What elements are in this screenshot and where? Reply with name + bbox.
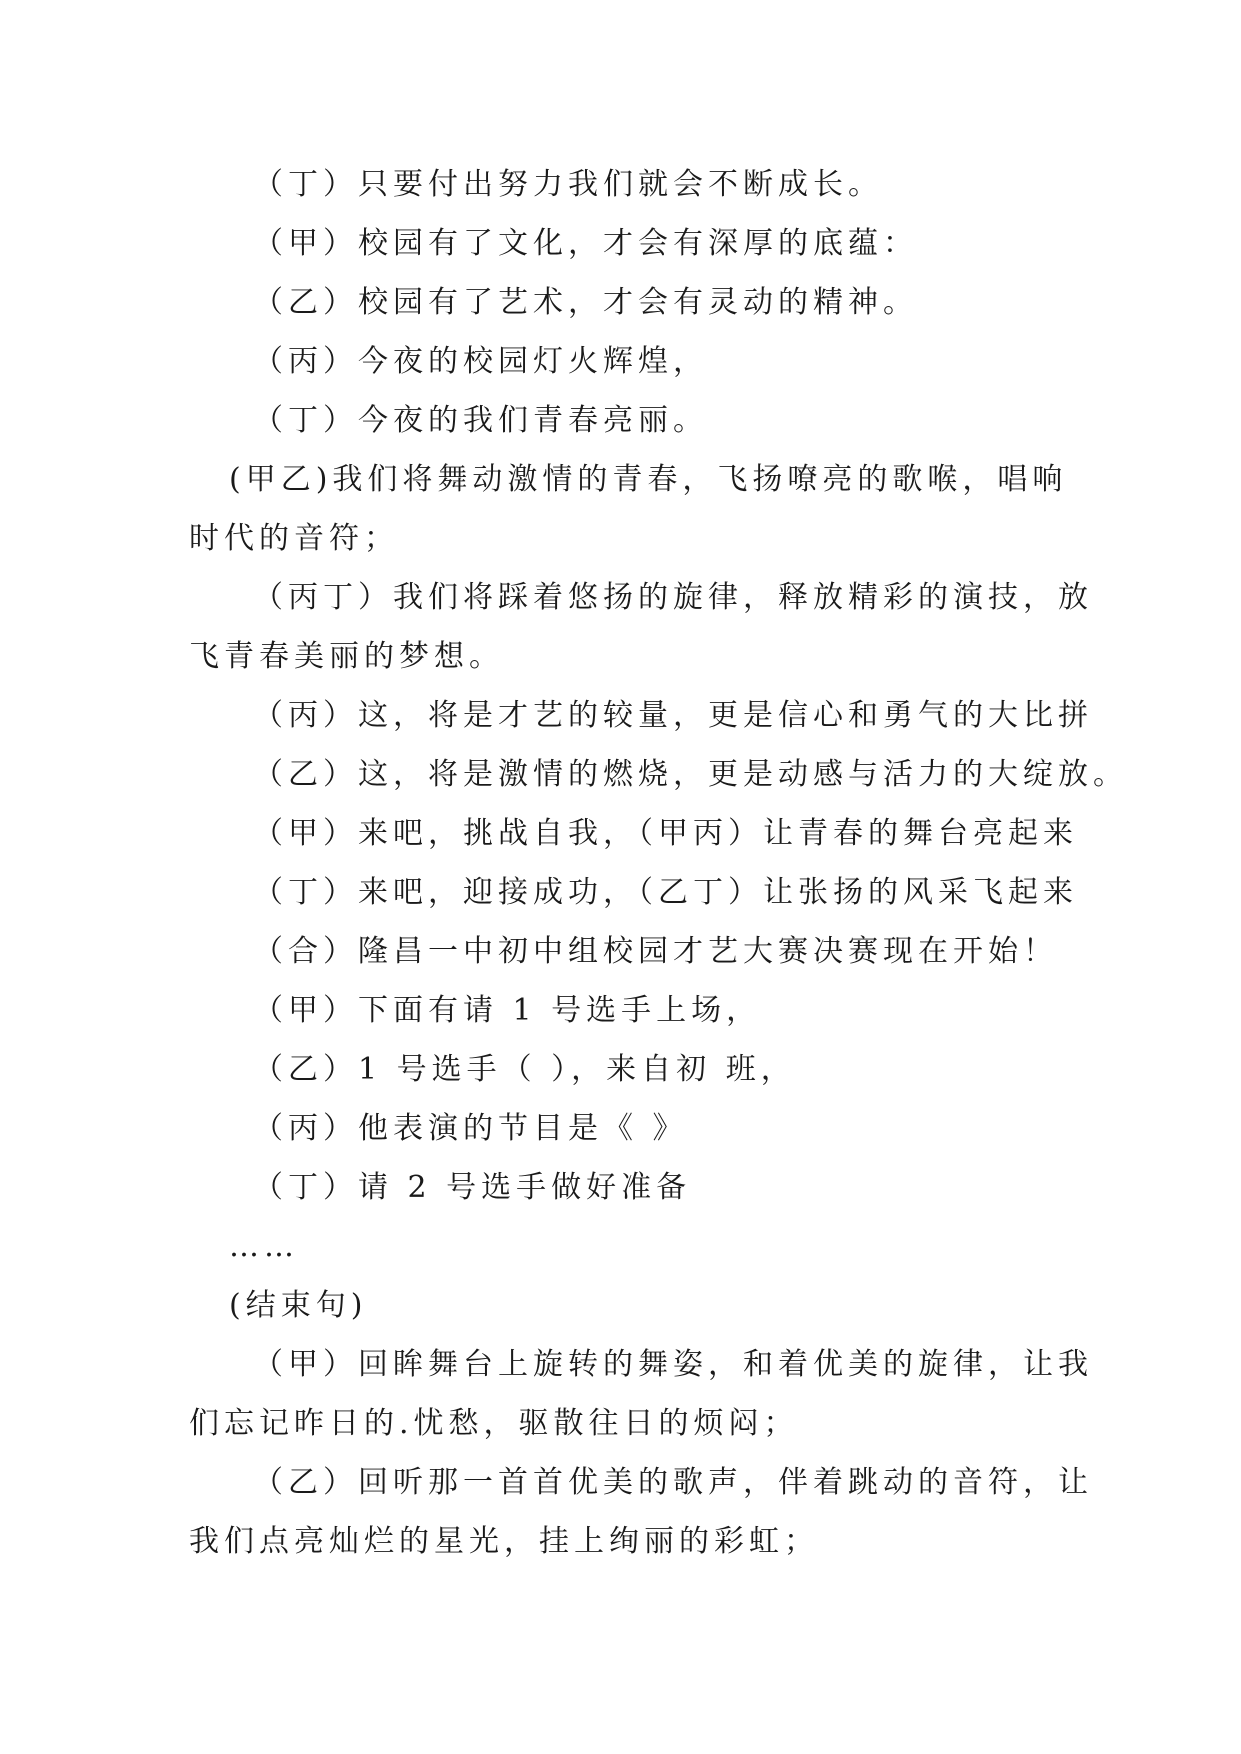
script-line: （丁）今夜的我们青春亮丽。 <box>253 403 708 438</box>
script-line: (甲乙)我们将舞动激情的青春，飞扬嘹亮的歌喉，唱响 <box>229 462 1068 497</box>
ellipsis-line: …… <box>229 1229 299 1264</box>
script-line-continuation: 飞青春美丽的梦想。 <box>189 639 504 674</box>
document-body <box>189 155 1128 1571</box>
script-line: （甲）回眸舞台上旋转的舞姿，和着优美的旋律，让我 <box>253 1347 1093 1382</box>
script-line: （乙）校园有了艺术，才会有灵动的精神。 <box>253 285 918 320</box>
script-line: （丁）来吧，迎接成功，（乙丁）让张扬的风采飞起来 <box>253 875 1078 910</box>
script-line: （甲）来吧，挑战自我，（甲丙）让青春的舞台亮起来 <box>253 816 1078 851</box>
script-line: （乙）1 号选手（ ），来自初 班， <box>253 1052 796 1087</box>
section-label: (结束句) <box>229 1288 368 1323</box>
script-line: （丁）请 2 号选手做好准备 <box>253 1170 692 1205</box>
script-line: （丁）只要付出努力我们就会不断成长。 <box>253 167 883 202</box>
script-line: （丙）今夜的校园灯火辉煌， <box>253 344 708 379</box>
script-line: （乙）回听那一首首优美的歌声，伴着跳动的音符，让 <box>253 1465 1093 1500</box>
script-line-continuation: 们忘记昨日的.忧愁，驱散往日的烦闷； <box>189 1406 799 1441</box>
script-line: （丙）这，将是才艺的较量，更是信心和勇气的大比拼 <box>253 698 1093 733</box>
script-line: （丙）他表演的节目是《 》 <box>253 1111 688 1146</box>
script-line: （甲）下面有请 1 号选手上场， <box>253 993 762 1028</box>
script-line: （乙）这，将是激情的燃烧，更是动感与活力的大绽放。 <box>253 757 1128 792</box>
script-line: （甲）校园有了文化，才会有深厚的底蕴： <box>253 226 918 261</box>
script-line: （丙丁）我们将踩着悠扬的旋律，释放精彩的演技，放 <box>253 580 1093 615</box>
script-line-continuation: 我们点亮灿烂的星光，挂上绚丽的彩虹； <box>189 1524 819 1559</box>
script-line-continuation: 时代的音符； <box>189 521 399 556</box>
script-line: （合）隆昌一中初中组校园才艺大赛决赛现在开始！ <box>253 934 1058 969</box>
